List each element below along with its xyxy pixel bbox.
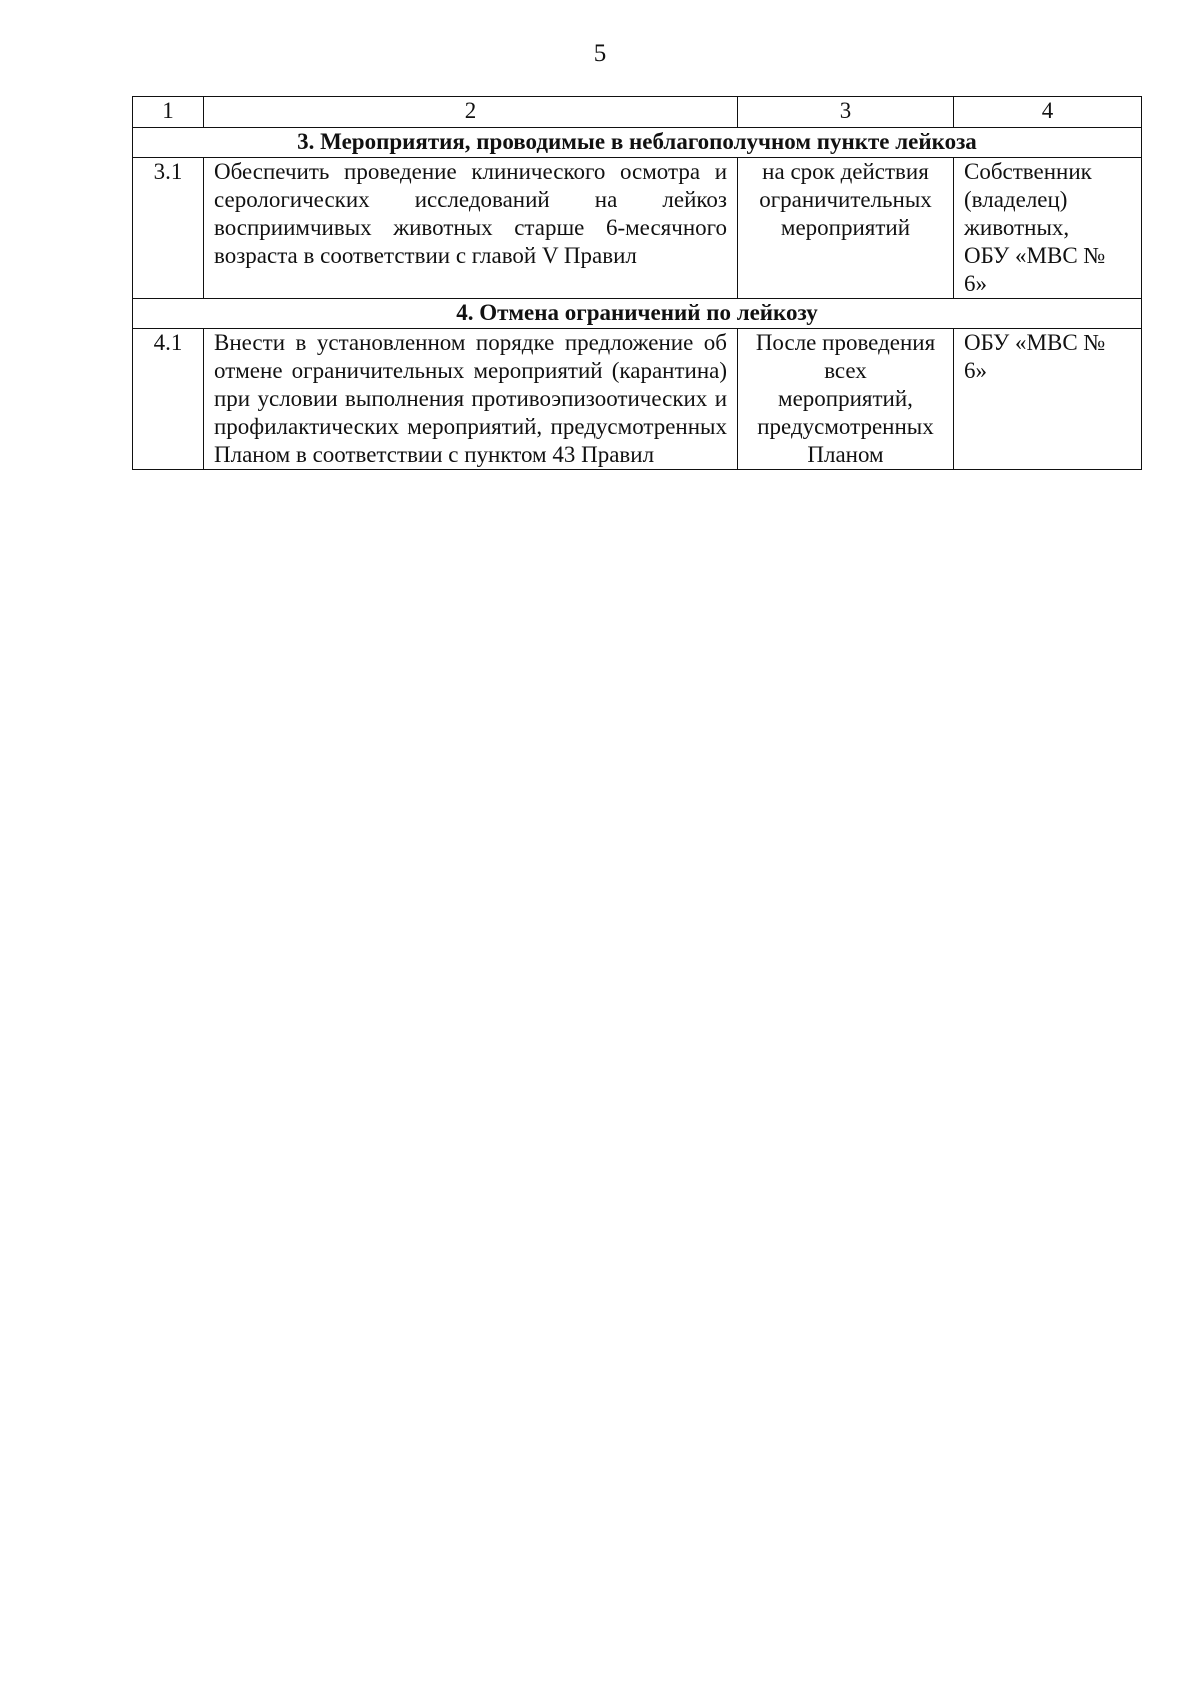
term-line: предусмотренных xyxy=(757,414,934,439)
term-line: всех xyxy=(824,358,867,383)
term-cell xyxy=(738,329,954,470)
term-line: на срок действия xyxy=(762,159,929,184)
page-number: 5 xyxy=(593,40,607,67)
row-number: 3.1 xyxy=(133,158,204,299)
section-3-row xyxy=(133,128,1142,158)
responsible-line: ОБУ «МВС № 6» xyxy=(964,243,1106,296)
term-line: ограничительных xyxy=(759,187,932,212)
table-row xyxy=(133,158,1142,299)
measures-table xyxy=(132,96,1142,470)
term-line: После проведения xyxy=(755,330,936,355)
responsible-cell xyxy=(954,158,1142,299)
measure-cell: Внести в установленном порядке предложение об отмене ограничительных мероприятий (карантина) при условии выполнения противоэпизоотических и профилактических мероприятий, предусмотренных Планом в соответствии с пунктом 43 Правил xyxy=(204,329,738,470)
responsible-line: животных, xyxy=(964,215,1070,240)
term-line: Планом xyxy=(807,442,884,467)
table-row xyxy=(133,329,1142,470)
row-number: 4.1 xyxy=(133,329,204,470)
responsible-cell xyxy=(954,329,1142,470)
responsible-line: ОБУ «МВС № 6» xyxy=(964,330,1106,383)
section-3-title: 3. Мероприятия, проводимые в неблагополучном пункте лейкоза xyxy=(133,128,1142,158)
column-header-1: 1 xyxy=(133,97,204,128)
term-cell xyxy=(738,158,954,299)
column-header-3: 3 xyxy=(738,97,954,128)
responsible-line: (владелец) xyxy=(964,187,1068,212)
measure-cell: Обеспечить проведение клинического осмотра и серологических исследований на лейкоз восприимчивых животных старше 6-месячного возраста в соответствии с главой V Правил xyxy=(204,158,738,299)
column-header-4: 4 xyxy=(954,97,1142,128)
term-line: мероприятий xyxy=(780,215,911,240)
column-header-2: 2 xyxy=(204,97,738,128)
section-4-title: 4. Отмена ограничений по лейкозу xyxy=(133,299,1142,329)
section-4-row xyxy=(133,299,1142,329)
responsible-line: Собственник xyxy=(964,159,1092,184)
term-line: мероприятий, xyxy=(778,386,913,411)
table-header-row xyxy=(133,97,1142,128)
